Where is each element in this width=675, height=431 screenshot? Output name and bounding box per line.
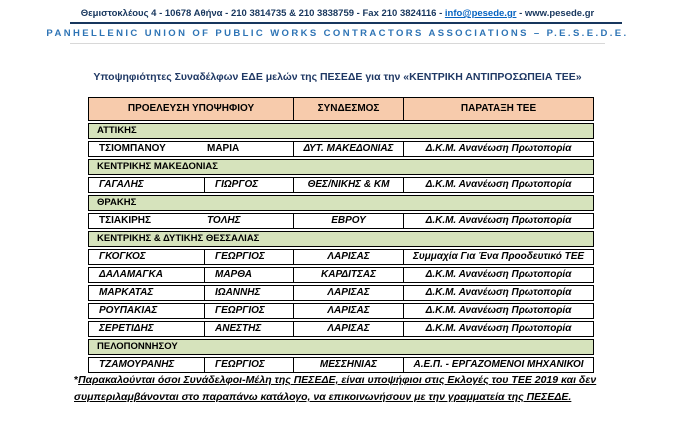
- region-name-cell: ΠΕΛΟΠΟΝΝΗΣΟΥ: [89, 340, 593, 354]
- header-cell-association: ΣΥΝΔΕΣΜΟΣ: [293, 98, 403, 120]
- cell-association: ΘΕΣ/ΝΙΚΗΣ & ΚΜ: [293, 178, 403, 192]
- cell-fullname: [89, 142, 293, 156]
- cell-association: ΚΑΡΔΙΤΣΑΣ: [293, 268, 403, 282]
- region-row: [88, 123, 594, 139]
- letterhead-divider: [70, 22, 622, 24]
- cell-firstname: ΙΩΑΝΝΗΣ: [204, 286, 293, 300]
- cell-firstname: ΓΙΩΡΓΟΣ: [204, 178, 293, 192]
- table-row: [88, 213, 594, 229]
- email-link[interactable]: info@pesede.gr: [444, 8, 517, 19]
- table-row: [88, 249, 594, 265]
- cell-surname: ΡΟΥΠΑΚΙΑΣ: [99, 305, 158, 316]
- cell-party: Δ.Κ.Μ. Ανανέωση Πρωτοπορία: [403, 268, 593, 282]
- region-row: [88, 159, 594, 175]
- cell-party: Δ.Κ.Μ. Ανανέωση Πρωτοπορία: [403, 178, 593, 192]
- cell-firstname: ΓΕΩΡΓΙΟΣ: [204, 358, 293, 372]
- cell-surname: ΓΑΓΑΛΗΣ: [99, 179, 144, 190]
- region-name-cell: ΑΤΤΙΚΗΣ: [89, 124, 593, 138]
- cell-firstname: ΜΑΡΘΑ: [204, 268, 293, 282]
- table-row: [88, 177, 594, 193]
- cell-surname: ΤΖΑΜΟΥΡΑΝΗΣ: [99, 359, 175, 370]
- cell-party: Δ.Κ.Μ. Ανανέωση Πρωτοπορία: [403, 286, 593, 300]
- cell-party: Δ.Κ.Μ. Ανανέωση Πρωτοπορία: [403, 142, 593, 156]
- table-row: [88, 321, 594, 337]
- header-cell-origin: ΠΡΟΕΛΕΥΣΗ ΥΠΟΨΗΦΙΟΥ: [89, 98, 293, 120]
- region-row: [88, 339, 594, 355]
- region-name-cell: ΘΡΑΚΗΣ: [89, 196, 593, 210]
- cell-party: Δ.Κ.Μ. Ανανέωση Πρωτοπορία: [403, 214, 593, 228]
- address-suffix: - www.pesede.gr: [516, 8, 595, 19]
- org-name-english: PANHELLENIC UNION OF PUBLIC WORKS CONTRACTORS ASSOCIATIONS – P.E.S.E.D.E.: [46, 28, 629, 39]
- cell-firstname: ΑΝΕΣΤΗΣ: [204, 322, 293, 336]
- footnote-marker: *: [74, 374, 79, 386]
- table-row: [88, 303, 594, 319]
- address-prefix: Θεμιστοκλέους 4 - 10678 Αθήνα - 210 3814735 & 210 3838759 - Fax 210 3824116 -: [80, 8, 445, 19]
- table-header-row: [88, 97, 594, 121]
- region-row: [88, 195, 594, 211]
- cell-party: Δ.Κ.Μ. Ανανέωση Πρωτοπορία: [403, 322, 593, 336]
- cell-surname: ΓΚΟΓΚΟΣ: [99, 251, 146, 262]
- footnote-text: Παρακαλούνται όσοι Συνάδελφοι-Μέλη της ΠΕΣΕΔΕ, είναι υποψήφιοι στις Εκλογές του ΤΕΕ 2019 και δεν συμπεριλαμβάνονται στο παραπάνω κατάλογο, να επικοινωνήσουν με την γραμματεία της ΠΕΣΕΔΕ.: [74, 374, 597, 403]
- cell-association: ΛΑΡΙΣΑΣ: [293, 250, 403, 264]
- cell-association: ΛΑΡΙΣΑΣ: [293, 322, 403, 336]
- cell-party: Συμμαχία Για Ένα Προοδευτικό ΤΕΕ: [403, 250, 593, 264]
- cell-firstname: ΜΑΡΙΑ: [207, 143, 240, 154]
- region-name-cell: ΚΕΝΤΡΙΚΗΣ & ΔΥΤΙΚΗΣ ΘΕΣΣΑΛΙΑΣ: [89, 232, 593, 246]
- cell-firstname: ΓΕΩΡΓΙΟΣ: [204, 250, 293, 264]
- letterhead-light-divider: [70, 43, 605, 44]
- table-row: [88, 267, 594, 283]
- cell-party: Α.Ε.Π. - ΕΡΓΑΖΟΜΕΝΟΙ ΜΗΧΑΝΙΚΟΙ: [403, 358, 593, 372]
- cell-association: ΜΕΣΣΗΝΙΑΣ: [293, 358, 403, 372]
- cell-association: ΕΒΡΟΥ: [293, 214, 403, 228]
- cell-party: Δ.Κ.Μ. Ανανέωση Πρωτοπορία: [403, 304, 593, 318]
- cell-firstname: ΤΟΛΗΣ: [207, 215, 241, 226]
- candidates-table: [88, 97, 594, 375]
- cell-association: ΔΥΤ. ΜΑΚΕΔΟΝΙΑΣ: [293, 142, 403, 156]
- table-row: [88, 357, 594, 373]
- cell-surname: ΤΣΙΟΜΠΑΝΟΥ: [99, 143, 166, 154]
- cell-surname: ΜΑΡΚΑΤΑΣ: [99, 287, 154, 298]
- cell-surname: ΤΣΙΑΚΙΡΗΣ: [99, 215, 152, 226]
- table-row: [88, 285, 594, 301]
- cell-surname: ΔΑΛΑΜΑΓΚΑ: [99, 269, 163, 280]
- header-cell-party: ΠΑΡΑΤΑΞΗ ΤΕΕ: [403, 98, 593, 120]
- page-title: Υποψηφιότητες Συναδέλφων ΕΔΕ μελών της ΠΕΣΕΔΕ για την «ΚΕΝΤΡΙΚΗ ΑΝΤΙΠΡΟΣΩΠΕΙΑ ΤΕΕ»: [93, 71, 582, 83]
- cell-firstname: ΓΕΩΡΓΙΟΣ: [204, 304, 293, 318]
- cell-surname: ΣΕΡΕΤΙΔΗΣ: [99, 323, 154, 334]
- table-row: [88, 141, 594, 157]
- footnote: [74, 372, 626, 406]
- region-name-cell: ΚΕΝΤΡΙΚΗΣ ΜΑΚΕΔΟΝΙΑΣ: [89, 160, 593, 174]
- cell-fullname: [89, 214, 293, 228]
- cell-association: ΛΑΡΙΣΑΣ: [293, 286, 403, 300]
- address-line: [0, 8, 675, 19]
- letterhead: [0, 8, 675, 44]
- region-row: [88, 231, 594, 247]
- cell-association: ΛΑΡΙΣΑΣ: [293, 304, 403, 318]
